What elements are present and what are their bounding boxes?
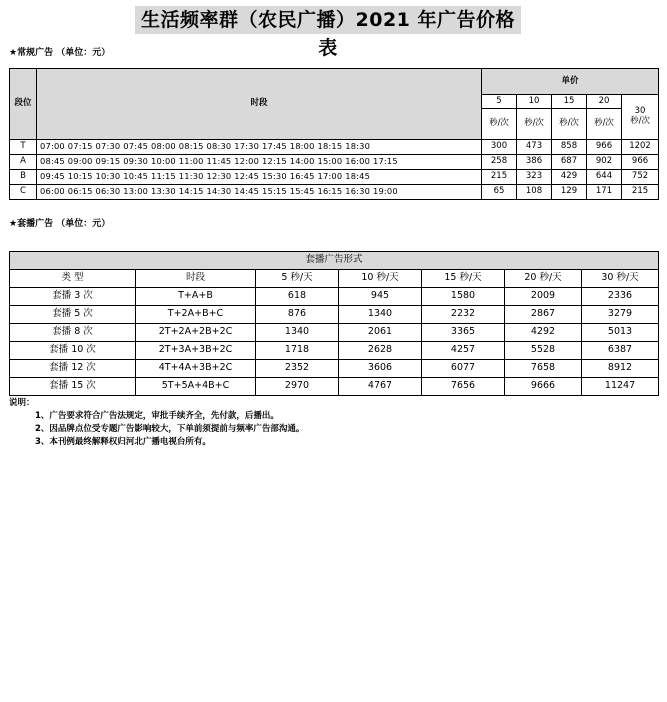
price-cell: 1718 — [256, 342, 339, 360]
package-header-row — [10, 270, 659, 288]
price-cell: 4767 — [339, 378, 422, 396]
price-cell: 2867 — [505, 306, 582, 324]
price-cell: 6387 — [582, 342, 659, 360]
price-cell: 966 — [622, 155, 659, 170]
price-cell: 618 — [256, 288, 339, 306]
header-10s: 10 秒/天 — [339, 270, 422, 288]
note-item: 2、因品牌点位受专题广告影响较大，下单前须提前与频率广告部沟通。 — [35, 424, 305, 434]
notes-heading: 说明： — [9, 398, 35, 408]
header-duration-20: 20 — [587, 95, 622, 109]
type-cell: 套播 10 次 — [10, 342, 136, 360]
table-row — [10, 185, 659, 200]
header-unit-price: 单价 — [482, 69, 659, 95]
slots-cell: 2T+3A+3B+2C — [136, 342, 256, 360]
price-cell: 1340 — [256, 324, 339, 342]
table-row — [10, 360, 659, 378]
header-duration-30: 30 秒/次 — [622, 95, 659, 140]
table-row — [10, 342, 659, 360]
header-unit: 秒/次 — [517, 109, 552, 140]
price-cell: 1202 — [622, 140, 659, 155]
header-15s: 15 秒/天 — [422, 270, 505, 288]
page-title: 生活频率群（农民广播）2021 年广告价格表 — [135, 6, 521, 34]
slots-cell: 5T+5A+4B+C — [136, 378, 256, 396]
price-cell: 902 — [587, 155, 622, 170]
table-row — [10, 155, 659, 170]
type-cell: 套播 15 次 — [10, 378, 136, 396]
header-20s: 20 秒/天 — [505, 270, 582, 288]
table-row — [10, 378, 659, 396]
period-cell: T — [10, 140, 37, 155]
type-cell: 套播 12 次 — [10, 360, 136, 378]
price-cell: 2628 — [339, 342, 422, 360]
note-item: 1、广告要求符合广告法规定，审批手续齐全，先付款，后播出。 — [35, 411, 279, 421]
table-row — [10, 324, 659, 342]
notes — [9, 397, 304, 449]
table-row — [10, 140, 659, 155]
slots-cell: 07:00 07:15 07:30 07:45 08:00 08:15 08:30 17:30 17:45 18:00 18:15 18:30 — [37, 140, 482, 155]
slots-cell: 06:00 06:15 06:30 13:00 13:30 14:15 14:30 14:45 15:15 15:45 16:15 16:30 19:00 — [37, 185, 482, 200]
price-cell: 2232 — [422, 306, 505, 324]
price-cell: 752 — [622, 170, 659, 185]
header-unit: 秒/次 — [482, 109, 517, 140]
period-cell: B — [10, 170, 37, 185]
price-cell: 3279 — [582, 306, 659, 324]
header-30s: 30 秒/天 — [582, 270, 659, 288]
price-cell: 429 — [552, 170, 587, 185]
note-item: 3、本刊例最终解释权归河北广播电视台所有。 — [35, 437, 211, 447]
slots-cell: 08:45 09:00 09:15 09:30 10:00 11:00 11:45 12:00 12:15 14:00 15:00 16:00 17:15 — [37, 155, 482, 170]
price-cell: 966 — [587, 140, 622, 155]
price-cell: 7658 — [505, 360, 582, 378]
price-cell: 3606 — [339, 360, 422, 378]
regular-ads-table — [9, 68, 659, 200]
slots-cell: 4T+4A+3B+2C — [136, 360, 256, 378]
price-cell: 945 — [339, 288, 422, 306]
price-cell: 300 — [482, 140, 517, 155]
header-5s: 5 秒/天 — [256, 270, 339, 288]
price-cell: 876 — [256, 306, 339, 324]
price-cell: 644 — [587, 170, 622, 185]
price-cell: 258 — [482, 155, 517, 170]
price-cell: 171 — [587, 185, 622, 200]
price-cell: 1340 — [339, 306, 422, 324]
price-cell: 323 — [517, 170, 552, 185]
type-cell: 套播 3 次 — [10, 288, 136, 306]
header-duration-15: 15 — [552, 95, 587, 109]
slots-cell: T+A+B — [136, 288, 256, 306]
package-ads-label: ★套播广告 （单位：元） — [9, 219, 111, 229]
package-table-title: 套播广告形式 — [10, 252, 659, 270]
price-cell: 2336 — [582, 288, 659, 306]
slots-cell: 09:45 10:15 10:30 10:45 11:15 11:30 12:30 12:45 15:30 16:45 17:00 18:45 — [37, 170, 482, 185]
type-cell: 套播 8 次 — [10, 324, 136, 342]
slots-cell: T+2A+B+C — [136, 306, 256, 324]
type-cell: 套播 5 次 — [10, 306, 136, 324]
price-cell: 2009 — [505, 288, 582, 306]
price-cell: 11247 — [582, 378, 659, 396]
price-cell: 858 — [552, 140, 587, 155]
price-cell: 65 — [482, 185, 517, 200]
price-cell: 4257 — [422, 342, 505, 360]
price-cell: 386 — [517, 155, 552, 170]
header-unit: 秒/次 — [587, 109, 622, 140]
table-row — [10, 288, 659, 306]
header-unit: 秒/次 — [552, 109, 587, 140]
price-cell: 5528 — [505, 342, 582, 360]
price-cell: 9666 — [505, 378, 582, 396]
slots-cell: 2T+2A+2B+2C — [136, 324, 256, 342]
header-slots: 时段 — [136, 270, 256, 288]
price-cell: 687 — [552, 155, 587, 170]
package-ads-table — [9, 251, 659, 396]
price-cell: 4292 — [505, 324, 582, 342]
price-cell: 215 — [482, 170, 517, 185]
price-cell: 1580 — [422, 288, 505, 306]
period-cell: A — [10, 155, 37, 170]
price-cell: 108 — [517, 185, 552, 200]
price-cell: 2352 — [256, 360, 339, 378]
price-cell: 3365 — [422, 324, 505, 342]
price-cell: 129 — [552, 185, 587, 200]
header-type: 类 型 — [10, 270, 136, 288]
price-cell: 215 — [622, 185, 659, 200]
header-duration-5: 5 — [482, 95, 517, 109]
price-cell: 5013 — [582, 324, 659, 342]
period-cell: C — [10, 185, 37, 200]
header-period: 段位 — [10, 69, 37, 140]
price-cell: 7656 — [422, 378, 505, 396]
header-slots: 时段 — [37, 69, 482, 140]
price-cell: 2061 — [339, 324, 422, 342]
price-cell: 6077 — [422, 360, 505, 378]
regular-ads-label: ★常规广告 （单位：元） — [9, 48, 111, 58]
table-row — [10, 306, 659, 324]
table-row — [10, 170, 659, 185]
price-cell: 2970 — [256, 378, 339, 396]
header-duration-10: 10 — [517, 95, 552, 109]
price-cell: 8912 — [582, 360, 659, 378]
price-cell: 473 — [517, 140, 552, 155]
